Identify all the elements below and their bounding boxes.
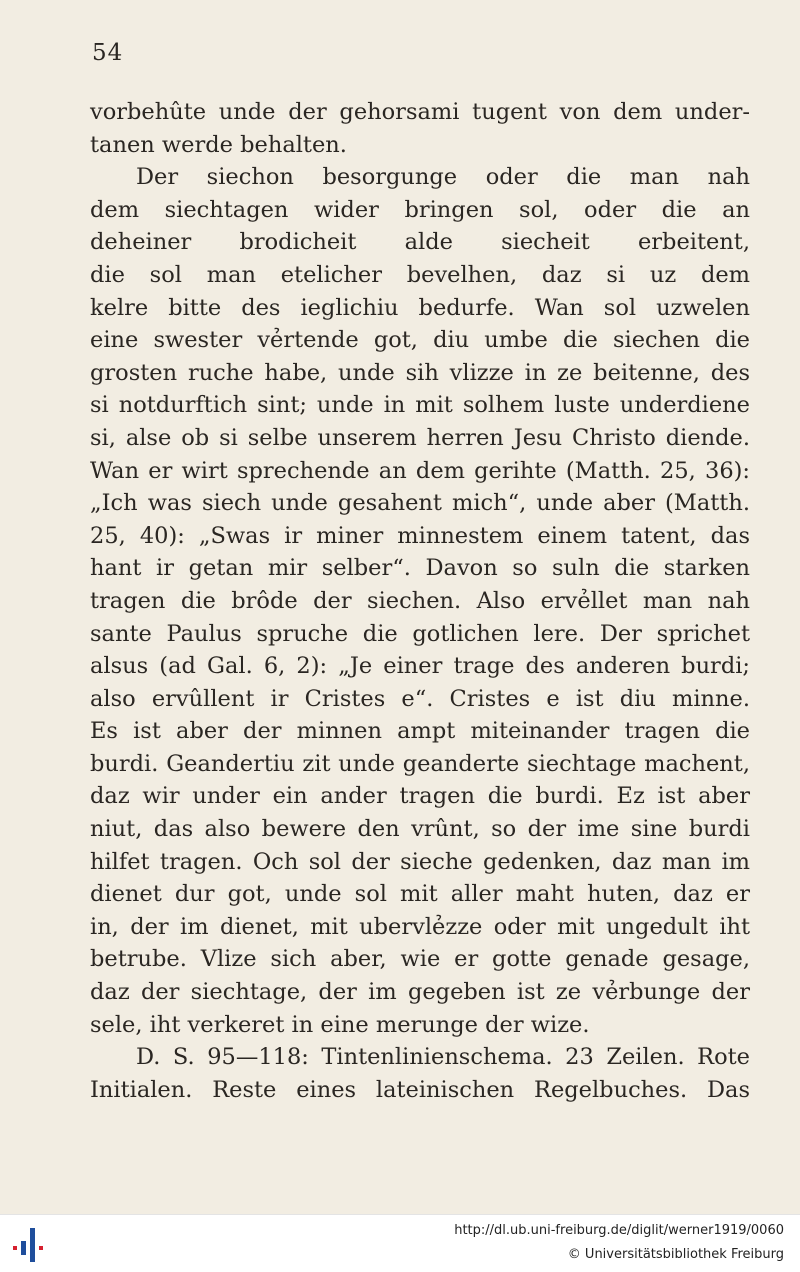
text-line: Wan er wirt sprechende an dem gerihte (Matth. 25, 36): — [90, 457, 750, 484]
text-line: dem siechtagen wider bringen sol, oder die an — [90, 196, 750, 223]
text-line: Der siechon besorgunge oder die man nah — [136, 164, 750, 191]
text-line: also ervûllent ir Cristes e“. Cristes e ist diu minne. — [90, 685, 750, 712]
text-line: sante Paulus spruche die gotlichen lere. Der sprichet — [90, 620, 750, 647]
text-line: betrube. Vlize sich aber, wie er gotte genade gesage, — [90, 946, 750, 973]
text-line: si notdurftich sint; unde in mit solhem luste underdiene — [90, 392, 750, 419]
text-line: si, alse ob si selbe unserem herren Jesu Christo diende. — [90, 424, 750, 451]
text-line: tanen werde behalten. — [90, 131, 347, 158]
text-line: „Ich was siech unde gesahent mich“, unde aber (Matth. — [90, 490, 750, 517]
text-line: sele, iht verkeret in eine merunge der wize. — [90, 1011, 590, 1038]
text-line: daz wir under ein ander tragen die burdi. Ez ist aber — [90, 783, 750, 810]
text-line: daz der siechtage, der im gegeben ist ze vẻrbunge der — [90, 979, 750, 1006]
text-line: hant ir getan mir selber“. Davon so suln die starken — [90, 555, 750, 582]
text-line: D. S. 95—118: Tintenlinienschema. 23 Zeilen. Rote — [136, 1044, 750, 1071]
text-line: eine swester vẻrtende got, diu umbe die siechen die — [90, 327, 750, 354]
footer-bar — [0, 1214, 800, 1272]
text-line: alsus (ad Gal. 6, 2): „Je einer trage des anderen burdi; — [90, 653, 750, 680]
text-line: niut, das also bewere den vrûnt, so der ime sine burdi — [90, 816, 750, 843]
text-line: vorbehûte unde der gehorsami tugent von dem under- — [90, 99, 750, 125]
text-line: Initialen. Reste eines lateinischen Regelbuches. Das — [90, 1076, 750, 1103]
text-line: grosten ruche habe, unde sih vlizze in ze beitenne, des — [90, 359, 750, 386]
text-line: dienet dur got, unde sol mit aller maht huten, daz er — [90, 881, 750, 908]
text-line: kelre bitte des ieglichiu bedurfe. Wan sol uzwelen — [90, 294, 750, 321]
text-line: hilfet tragen. Och sol der sieche gedenken, daz man im — [90, 848, 750, 875]
text-line: tragen die brôde der siechen. Also ervẻllet man nah — [90, 587, 750, 614]
text-line: 25, 40): „Swas ir miner minnestem einem tatent, das — [90, 522, 750, 549]
text-line: die sol man etelicher bevelhen, daz si uz dem — [90, 261, 750, 288]
text-line: Es ist aber der minnen ampt miteinander tragen die — [90, 718, 750, 745]
text-line: in, der im dienet, mit ubervlẻzze oder mit ungedult iht — [90, 913, 750, 940]
body-text — [90, 96, 750, 1106]
page-number: 54 — [92, 40, 124, 66]
copyright-notice: © Universitätsbibliothek Freiburg — [567, 1247, 784, 1262]
text-line: deheiner brodicheit alde siecheit erbeitent, — [90, 229, 750, 256]
text-line: burdi. Geandertiu zit unde geanderte siechtage machent, — [90, 750, 750, 777]
permalink-link[interactable]: http://dl.ub.uni-freiburg.de/diglit/werner1919/0060 — [454, 1223, 784, 1238]
ub-freiburg-logo-icon — [10, 1224, 50, 1264]
